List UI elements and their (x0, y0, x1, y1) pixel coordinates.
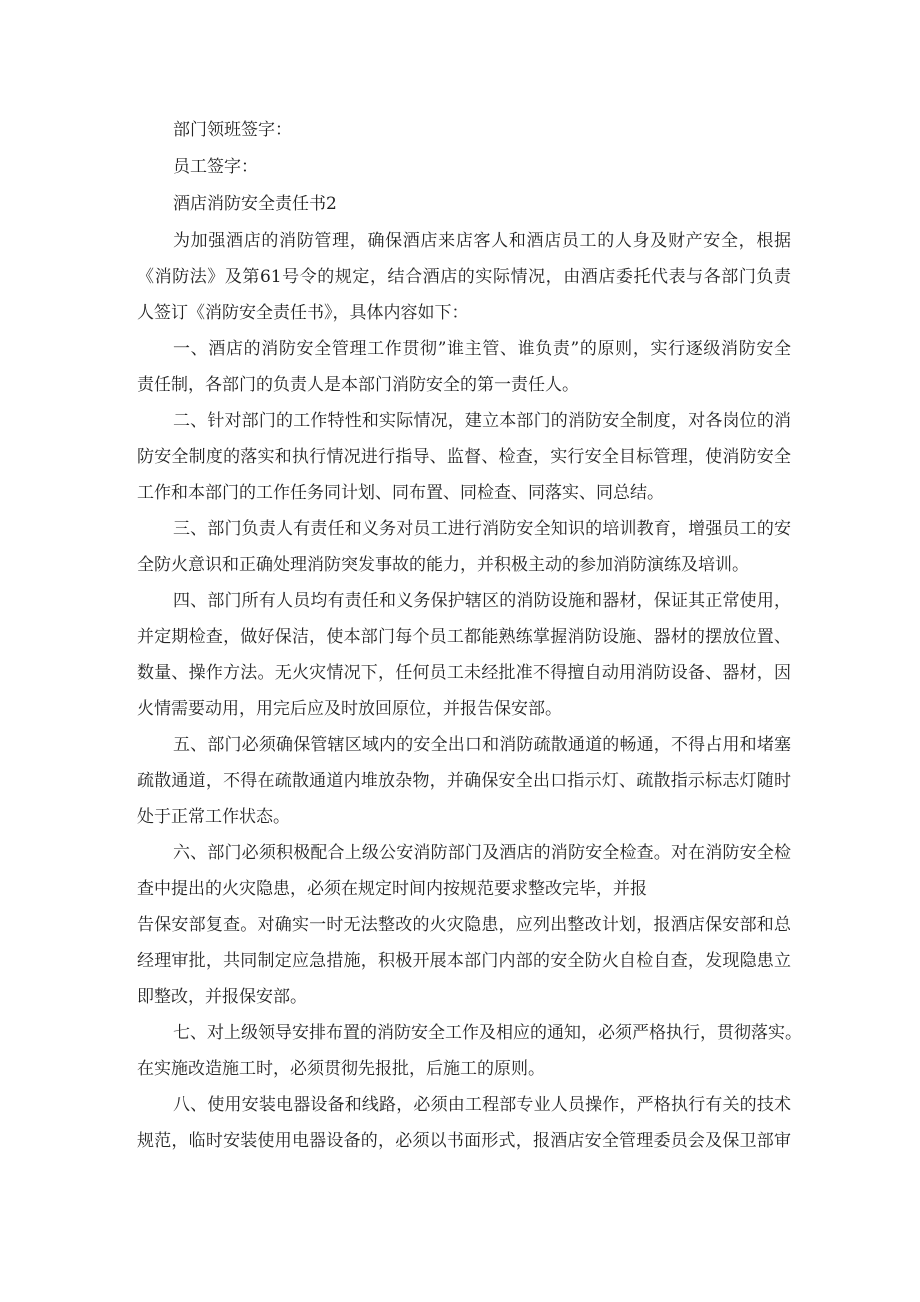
text-line: 三、部门负责人有责任和义务对员工进行消防安全知识的培训教育，增强员工的安 (173, 519, 791, 539)
paragraph-intro (137, 223, 791, 331)
paragraph-clause-5 (137, 727, 791, 835)
text-line: 责任制，各部门的负责人是本部门消防安全的第一责任人。 (137, 375, 579, 395)
text-line: 防安全制度的落实和执行情况进行指导、监督、检查，实行安全目标管理，使消防安全 (137, 447, 791, 467)
text-line: 二、针对部门的工作特性和实际情况，建立本部门的消防安全制度，对各岗位的消 (173, 411, 791, 431)
text-line: 并定期检查，做好保洁，使本部门每个员工都能熟练掌握消防设施、器材的摆放位置、 (137, 627, 791, 647)
paragraph-clause-8 (137, 1087, 791, 1159)
paragraph-clause-3 (137, 511, 791, 583)
text-line: 数量、操作方法。无火灾情况下，任何员工未经批准不得擅自动用消防设备、器材，因 (137, 663, 791, 683)
paragraph-clause-1 (137, 331, 791, 403)
paragraph-clause-6 (137, 835, 791, 1015)
text-line: 规范，临时安装使用电器设备的，必须以书面形式，报酒店安全管理委员会及保卫部审 (137, 1131, 791, 1151)
text-line: 人签订《消防安全责任书》，具体内容如下： (137, 303, 469, 323)
text-line: 工作和本部门的工作任务同计划、同布置、同检查、同落实、同总结。 (137, 483, 664, 503)
text-line: 告保安部复查。对确实一时无法整改的火灾隐患，应列出整改计划，报酒店保安部和总 (137, 915, 791, 935)
text-line: 疏散通道，不得在疏散通道内堆放杂物，并确保安全出口指示灯、疏散指示标志灯随时 (137, 771, 791, 791)
text-line: 为加强酒店的消防管理，确保酒店来店客人和酒店员工的人身及财产安全，根据 (173, 231, 791, 251)
dept-supervisor-signature-label: 部门领班签字： (173, 120, 292, 140)
document-body (137, 112, 802, 1159)
document-title: 酒店消防安全责任书2 (173, 194, 337, 214)
paragraph-clause-7 (137, 1015, 802, 1087)
text-line: 即整改，并报保安部。 (137, 987, 307, 1007)
text-line: 查中提出的火灾隐患，必须在规定时间内按规范要求整改完毕，并报 (137, 879, 647, 899)
text-line: 《消防法》及第61号令的规定，结合酒店的实际情况，由酒店委托代表与各部门负责 (137, 267, 791, 287)
text-line: 全防火意识和正确处理消防突发事故的能力，并积极主动的参加消防演练及培训。 (137, 555, 749, 575)
text-line: 经理审批，共同制定应急措施，积极开展本部门内部的安全防火自检自查，发现隐患立 (137, 951, 791, 971)
text-line: 处于正常工作状态。 (137, 807, 290, 827)
text-line: 七、对上级领导安排布置的消防安全工作及相应的通知，必须严格执行，贯彻落实。 (173, 1023, 802, 1043)
employee-signature-label: 员工签字： (173, 157, 258, 177)
text-line: 在实施改造施工时，必须贯彻先报批，后施工的原则。 (137, 1059, 545, 1079)
text-line: 四、部门所有人员均有责任和义务保护辖区的消防设施和器材，保证其正常使用， (173, 591, 791, 611)
paragraph-clause-4 (137, 583, 791, 727)
text-line: 五、部门必须确保管辖区域内的安全出口和消防疏散通道的畅通，不得占用和堵塞 (173, 735, 791, 755)
paragraph-clause-2 (137, 403, 791, 511)
text-line: 六、部门必须积极配合上级公安消防部门及酒店的消防安全检查。对在消防安全检 (173, 843, 791, 863)
text-line: 火情需要动用，用完后应及时放回原位，并报告保安部。 (137, 699, 562, 719)
text-line: 八、使用安装电器设备和线路，必须由工程部专业人员操作，严格执行有关的技术 (173, 1095, 791, 1115)
text-line: 一、酒店的消防安全管理工作贯彻”谁主管、谁负责”的原则，实行逐级消防安全 (173, 339, 791, 359)
